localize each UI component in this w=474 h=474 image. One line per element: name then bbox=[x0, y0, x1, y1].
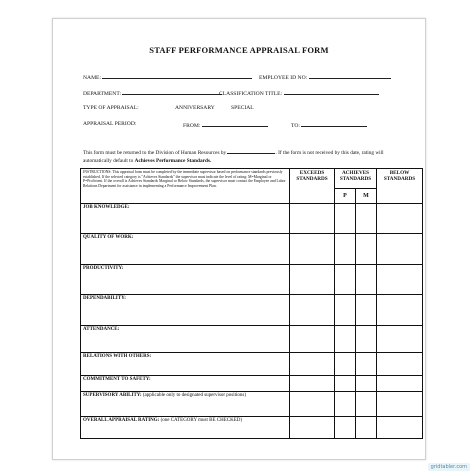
rating-m-cell[interactable] bbox=[356, 295, 377, 326]
header-below: BELOW STANDARDS bbox=[377, 169, 423, 204]
to-field[interactable] bbox=[301, 121, 367, 127]
table-row bbox=[81, 295, 423, 326]
department-row bbox=[83, 89, 222, 97]
rating-p-cell[interactable] bbox=[335, 392, 356, 417]
name-label: NAME: bbox=[83, 75, 102, 81]
rating-p-cell[interactable] bbox=[335, 295, 356, 326]
rating-exceeds-cell[interactable] bbox=[290, 234, 335, 265]
return-notice bbox=[83, 148, 393, 165]
form-title: STAFF PERFORMANCE APPRAISAL FORM bbox=[149, 45, 329, 55]
form-page bbox=[52, 18, 426, 460]
criterion-label: RELATIONS WITH OTHERS: bbox=[81, 353, 290, 376]
employee-id-field[interactable] bbox=[309, 73, 391, 79]
name-field[interactable] bbox=[102, 73, 252, 79]
type-anniversary-option[interactable]: ANNIVERSARY bbox=[175, 105, 215, 111]
rating-p-cell[interactable] bbox=[335, 326, 356, 353]
rating-m-cell[interactable] bbox=[356, 326, 377, 353]
criterion-label: ATTENDANCE: bbox=[81, 326, 290, 353]
rating-p-cell[interactable] bbox=[335, 417, 356, 439]
header-achieves: ACHIEVES STANDARDS bbox=[335, 169, 377, 189]
rating-exceeds-cell[interactable] bbox=[290, 326, 335, 353]
rating-below-cell[interactable] bbox=[377, 417, 423, 439]
rating-m-cell[interactable] bbox=[356, 417, 377, 439]
appraisal-period-label: APPRAISAL PERIOD: bbox=[83, 121, 137, 127]
header-proficient: P bbox=[335, 189, 356, 204]
table-row bbox=[81, 265, 423, 295]
watermark: gridtabler.com bbox=[428, 463, 470, 471]
criterion-label: OVERALL APPRAISAL RATING: (one CATEGORY must BE CHECKED) bbox=[81, 417, 290, 439]
rating-below-cell[interactable] bbox=[377, 234, 423, 265]
rating-p-cell[interactable] bbox=[335, 204, 356, 234]
header-marginal: M bbox=[356, 189, 377, 204]
classification-row bbox=[219, 89, 379, 97]
employee-id-label: EMPLOYEE ID NO: bbox=[259, 75, 308, 81]
type-special-option[interactable]: SPECIAL bbox=[231, 105, 254, 111]
rating-below-cell[interactable] bbox=[377, 295, 423, 326]
table-row bbox=[81, 204, 423, 234]
rating-exceeds-cell[interactable] bbox=[290, 265, 335, 295]
period-from-row bbox=[183, 121, 268, 129]
table-row bbox=[81, 234, 423, 265]
rating-below-cell[interactable] bbox=[377, 204, 423, 234]
department-label: DEPARTMENT: bbox=[83, 91, 122, 97]
notice-text-1: This form must be returned to the Division of Human Resources by bbox=[83, 150, 227, 156]
rating-m-cell[interactable] bbox=[356, 376, 377, 392]
notice-default-rating: Achieves Performance Standards. bbox=[134, 157, 212, 164]
header-exceeds: EXCEEDS STANDARDS bbox=[290, 169, 335, 204]
appraisal-type-row bbox=[83, 105, 139, 111]
table-row bbox=[81, 376, 423, 392]
rating-table bbox=[80, 168, 423, 439]
from-field[interactable] bbox=[202, 121, 268, 127]
rating-p-cell[interactable] bbox=[335, 234, 356, 265]
rating-below-cell[interactable] bbox=[377, 265, 423, 295]
table-row bbox=[81, 326, 423, 353]
rating-m-cell[interactable] bbox=[356, 234, 377, 265]
rating-below-cell[interactable] bbox=[377, 353, 423, 376]
table-row bbox=[81, 392, 423, 417]
table-row bbox=[81, 353, 423, 376]
department-field[interactable] bbox=[122, 89, 222, 95]
name-row bbox=[83, 73, 252, 81]
instructions-cell: INSTRUCTIONS: This appraisal form must be completed by the immediate supervisor based on performance standards previously established. If the selected category is "Achieves Standards" the supervisor must indicate the level of rating: M=Marginal or P=Proficient. If the overall is Achieves Standards Marginal or Below Standards, the supervisor must contact the Employee and Labor Relations Department for assistance in implementing a Performance Improvement Plan. bbox=[81, 169, 290, 204]
appraisal-type-label: TYPE OF APPRAISAL: bbox=[83, 105, 139, 111]
period-to-row bbox=[291, 121, 367, 129]
to-label: TO: bbox=[291, 123, 300, 129]
rating-exceeds-cell[interactable] bbox=[290, 376, 335, 392]
classification-label: CLASSIFICATION TITLE: bbox=[219, 91, 283, 97]
criterion-label: QUALITY OF WORK: bbox=[81, 234, 290, 265]
criterion-label: JOB KNOWLEDGE: bbox=[81, 204, 290, 234]
rating-p-cell[interactable] bbox=[335, 376, 356, 392]
return-date-field[interactable] bbox=[227, 148, 275, 154]
from-label: FROM: bbox=[183, 123, 201, 129]
rating-exceeds-cell[interactable] bbox=[290, 417, 335, 439]
rating-below-cell[interactable] bbox=[377, 376, 423, 392]
rating-m-cell[interactable] bbox=[356, 204, 377, 234]
rating-exceeds-cell[interactable] bbox=[290, 392, 335, 417]
rating-p-cell[interactable] bbox=[335, 353, 356, 376]
criterion-label: COMMITMENT TO SAFETY: bbox=[81, 376, 290, 392]
rating-exceeds-cell[interactable] bbox=[290, 295, 335, 326]
criterion-label: DEPENDABILITY: bbox=[81, 295, 290, 326]
rating-m-cell[interactable] bbox=[356, 392, 377, 417]
employee-id-row bbox=[259, 73, 391, 81]
criterion-label: PRODUCTIVITY: bbox=[81, 265, 290, 295]
criterion-label: SUPERVISORY ABILITY: (applicable only to designated supervisor positions) bbox=[81, 392, 290, 417]
rating-p-cell[interactable] bbox=[335, 265, 356, 295]
classification-field[interactable] bbox=[284, 89, 379, 95]
rating-below-cell[interactable] bbox=[377, 326, 423, 353]
rating-exceeds-cell[interactable] bbox=[290, 353, 335, 376]
rating-m-cell[interactable] bbox=[356, 265, 377, 295]
table-row bbox=[81, 417, 423, 439]
rating-exceeds-cell[interactable] bbox=[290, 204, 335, 234]
rating-m-cell[interactable] bbox=[356, 353, 377, 376]
notice-text-2: . If the form is not received by this date, rating will automatically default to bbox=[83, 150, 384, 164]
rating-below-cell[interactable] bbox=[377, 392, 423, 417]
